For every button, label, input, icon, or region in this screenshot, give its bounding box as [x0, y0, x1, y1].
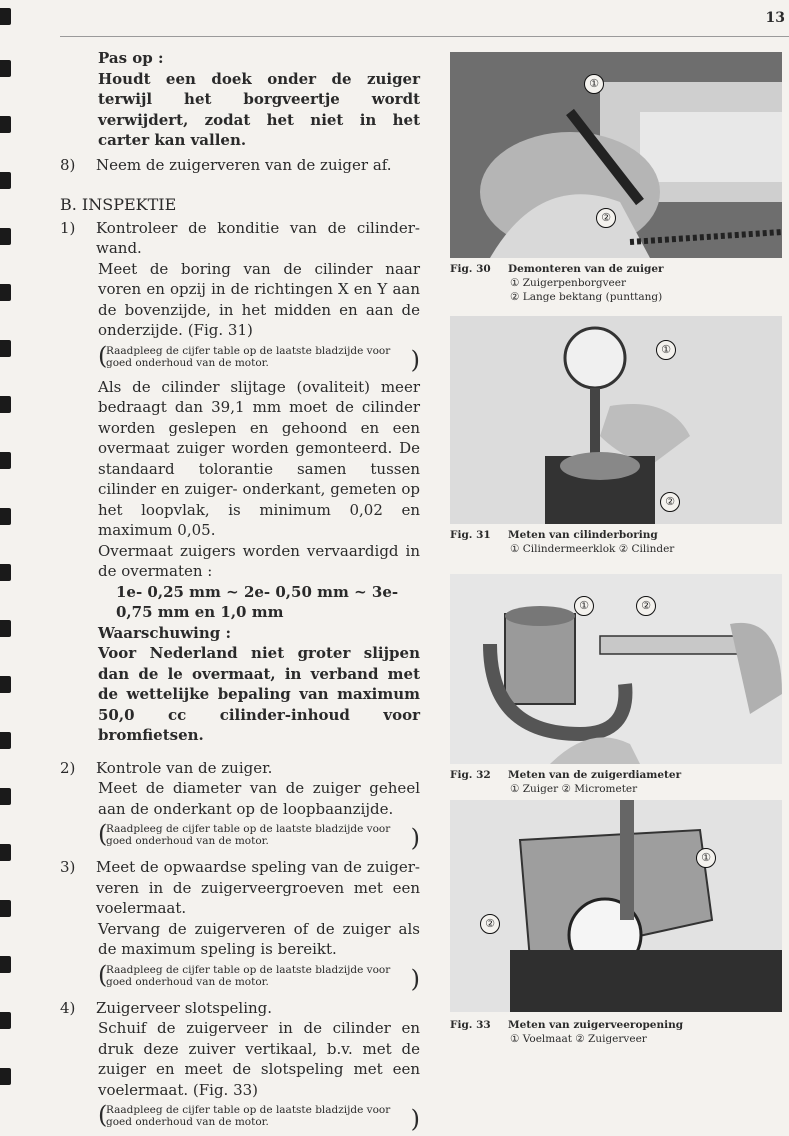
- figure-30-number: Fig. 30: [450, 263, 491, 275]
- item-2-title: Kontrole van de zuiger.: [96, 758, 273, 777]
- figure-33-illustration: [450, 800, 782, 1012]
- left-column: [60, 44, 420, 1136]
- item-1-paragraph-3: Overmaat zuigers worden vervaardigd in de overmaten :: [98, 541, 420, 580]
- note-3: ( Raadpleeg de cijfer table op de laatste bladzijde voor goed onderhoud van de motor. ): [98, 964, 420, 988]
- figure-30-illustration: [450, 52, 782, 258]
- figure-30-title: Demonteren van de zuiger: [508, 263, 664, 275]
- section-title: B. INSPEKTIE: [60, 195, 177, 214]
- figure-32-title: Meten van de zuigerdiameter: [508, 769, 682, 781]
- figure-30-photo: [450, 52, 782, 258]
- item-1-number: 1): [60, 218, 76, 237]
- figure-32-callout-2: ②: [636, 596, 656, 616]
- figure-31-title: Meten van cilinderboring: [508, 529, 658, 541]
- oversizes-line-2: 0,75 mm en 1,0 mm: [116, 603, 284, 621]
- figure-30-item-2: ② Lange bektang (punttang): [510, 291, 663, 303]
- item-1-paragraph-1: Meet de boring van de cilinder naar voren en opzij in de richtingen X en Y aan de bovenzijde, in het midden en aan de onderzijde. (Fig. 31): [98, 259, 420, 339]
- step-8-text: Neem de zuigerveren van de zuiger af.: [96, 155, 392, 174]
- item-2: [60, 758, 420, 779]
- figure-33-callout-2: ②: [480, 914, 500, 934]
- figure-32-number: Fig. 32: [450, 769, 491, 781]
- figure-30-caption: [450, 262, 785, 304]
- note-1: ( Raadpleeg de cijfer table op de laatste bladzijde voor goed onderhoud van de motor. ): [98, 345, 420, 369]
- figure-30-item-1: ① Zuigerpenborgveer: [510, 277, 626, 289]
- figure-31-callout-1: ①: [656, 340, 676, 360]
- figure-32-illustration: [450, 574, 782, 764]
- item-3-number: 3): [60, 858, 76, 876]
- step-8: [60, 155, 420, 176]
- figure-31-items: ① Cilindermeerklok ② Cilinder: [510, 543, 675, 555]
- item-1-paragraph-2: Als de cilinder slijtage (ovaliteit) meer bedraagt dan 39,1 mm moet de cilinder worden geslepen en gehoond en een overmaat zuiger worden gemonteerd. De standaard tolorantie samen tussen cilinder en zuiger- onderkant, gemeten op het loopvlak, is minimum 0,02 en maximum 0,05.: [98, 377, 420, 539]
- figure-31-illustration: [450, 316, 782, 524]
- item-2-paragraph: Meet de diameter van de zuiger geheel aan de onderkant op de loopbaanzijde.: [98, 779, 420, 818]
- figure-32-photo: [450, 574, 782, 764]
- spiral-binding: [0, 0, 12, 1104]
- figure-33-caption: [450, 1018, 785, 1046]
- item-1-title: Kontroleer de konditie van de cilinder-wand.: [96, 218, 420, 257]
- item-1: [60, 218, 420, 259]
- note-4: ( Raadpleeg de cijfer table op de laatste bladzijde voor goed onderhoud van de motor. ): [98, 1104, 420, 1128]
- figure-31-caption: [450, 528, 785, 556]
- note-2: ( Raadpleeg de cijfer table op de laatste bladzijde voor goed onderhoud van de motor. ): [98, 823, 420, 847]
- figure-30-callout-2: ②: [596, 208, 616, 228]
- figure-33-number: Fig. 33: [450, 1019, 491, 1031]
- item-3-title: Meet de opwaardse speling van de zuiger-veren in de zuigerveergroeven met een voelermaat.: [96, 858, 420, 917]
- oversizes-line-1: 1e- 0,25 mm ~ 2e- 0,50 mm ~ 3e-: [116, 582, 399, 601]
- figure-33-callout-1: ①: [696, 848, 716, 868]
- figure-32-items: ① Zuiger ② Micrometer: [510, 783, 638, 795]
- item-4-title: Zuigerveer slotspeling.: [96, 998, 273, 1017]
- figure-31-number: Fig. 31: [450, 529, 491, 541]
- caution-text: Houdt een doek onder de zuiger terwijl het borgveertje wordt verwijdert, zodat het niet in het carter kan vallen.: [98, 69, 420, 149]
- figure-31-photo: [450, 316, 782, 524]
- figure-32-callout-1: ①: [574, 596, 594, 616]
- warning-text: Voor Nederland niet groter slijpen dan de le overmaat, in verband met de wettelijke bepaling van maximum 50,0 cc cilinder-inhoud voor bromfietsen.: [98, 644, 420, 744]
- item-4-paragraph: Schuif de zuigerveer in de cilinder en druk deze zuiver vertikaal, b.v. met de zuiger en meet de slotspeling met een voelermaat. (Fig. 33): [98, 1019, 420, 1099]
- figure-33-items: ① Voelmaat ② Zuigerveer: [510, 1033, 647, 1045]
- figure-33-title: Meten van zuigerveeropening: [508, 1019, 684, 1031]
- figure-31-callout-2: ②: [660, 492, 680, 512]
- header-rule: [60, 36, 789, 37]
- item-4-number: 4): [60, 998, 76, 1017]
- item-3: [60, 857, 420, 919]
- warning-title: Waarschuwing :: [98, 623, 232, 642]
- step-8-number: 8): [60, 155, 76, 174]
- figure-30-callout-1: ①: [584, 74, 604, 94]
- item-3-paragraph: Vervang de zuigerveren of de zuiger als de maximum speling is bereikt.: [98, 919, 420, 958]
- figure-32-caption: [450, 768, 785, 796]
- figure-33-photo: [450, 800, 782, 1012]
- item-2-number: 2): [60, 758, 76, 777]
- page-number: 13: [765, 10, 785, 26]
- caution-title: Pas op :: [98, 49, 164, 67]
- item-4: [60, 998, 420, 1019]
